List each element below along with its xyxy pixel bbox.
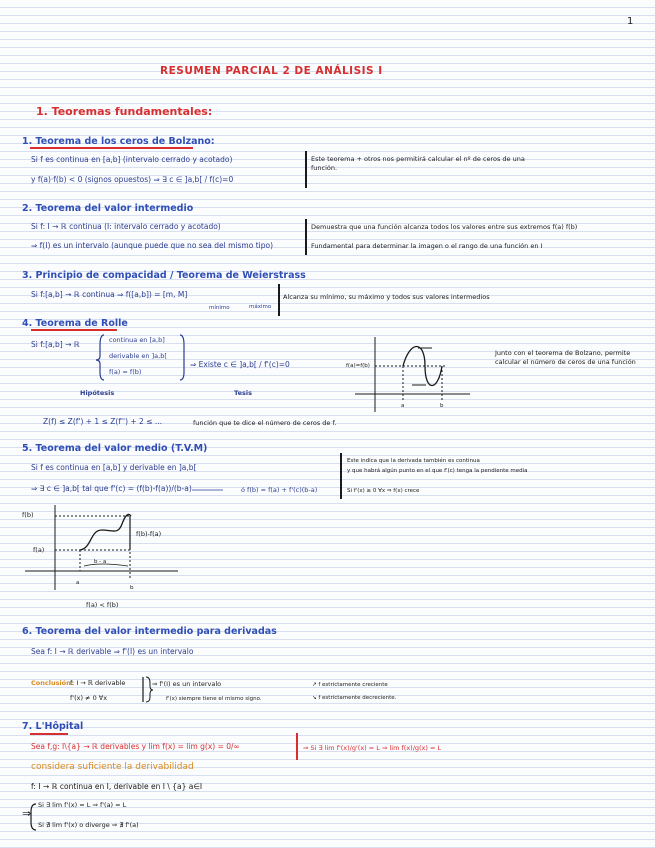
mvt-heading: 5. Teorema del valor medio (T.V.M) — [22, 443, 208, 454]
rolle-formula: Z(f) ≤ Z(f') + 1 ≤ Z(f'') + 2 ≤ ... — [43, 417, 163, 426]
bolzano-heading: 1. Teorema de los ceros de Bolzano: — [22, 136, 215, 147]
page-number: 1 — [627, 16, 634, 27]
rolle-graph-ylabel: f(a)=f(b) — [346, 363, 370, 369]
lhopital-warning: considera suficiente la derivabilidad — [31, 762, 194, 772]
compact-heading: 3. Principio de compacidad / Teorema de Weierstrass — [22, 270, 306, 281]
bolzano-line2: y f(a)·f(b) < 0 (signos opuestos) ⇒ ∃ c ∈ ]a,b[ / f(c)=0 — [31, 175, 234, 184]
rolle-right-brace — [180, 335, 184, 380]
page-title: RESUMEN PARCIAL 2 DE ANÁLISIS I — [160, 65, 383, 77]
darboux-r1: ⇒ f'(I) es un intervalo — [152, 680, 222, 688]
mvt-note1: Este indica que la derivada también es continua — [347, 458, 480, 464]
rolle-tesis-label: Tesis — [234, 389, 252, 397]
compact-note: Alcanza su mínimo, su máximo y todos sus valores intermedios — [283, 293, 490, 301]
mvt-graph-diff: f(b)-f(a) — [136, 530, 162, 538]
rolle-conclusion: ⇒ Existe c ∈ ]a,b[ / f'(c)=0 — [190, 360, 290, 369]
darboux-s1: ↗ f estrictamente creciente — [312, 682, 388, 688]
ivt-line2: ⇒ f(I) es un intervalo (aunque puede que no sea del mismo tipo) — [31, 241, 274, 250]
rolle-heading: 4. Teorema de Rolle — [22, 318, 128, 329]
mvt-graph-fa: f(a) — [33, 546, 45, 554]
darboux-s2: ↘ f estrictamente decreciente. — [312, 695, 397, 701]
darboux-line1: Sea f: I → ℝ derivable ⇒ f'(I) es un intervalo — [31, 647, 194, 656]
lhopital-bracket — [31, 804, 36, 830]
rolle-left-brace — [96, 335, 104, 380]
lhopital-bullet2: Si ∄ lim f'(x) o diverge ⇒ ∄ f'(a) — [38, 821, 139, 829]
darboux-c1: f: I → ℝ derivable — [70, 679, 126, 687]
rolle-graph-b: b — [440, 403, 444, 409]
lhopital-bullet1: Si ∃ lim f'(x) = L ⇒ f'(a) = L — [38, 801, 127, 809]
ivt-note2: Fundamental para determinar la imagen o el rango de una función en I — [311, 242, 543, 250]
darboux-heading: 6. Teorema del valor intermedio para derivadas — [22, 626, 277, 637]
section-heading: 1. Teoremas fundamentales: — [36, 105, 213, 118]
mvt-graph-a: a — [76, 580, 80, 586]
darboux-r2: f'(x) siempre tiene el mismo signo. — [166, 696, 262, 702]
mvt-graph-fb: f(b) — [22, 511, 34, 519]
mvt-line2: ⇒ ∃ c ∈ ]a,b[ tal que f'(c) = (f(b)-f(a))/(b-a) — [31, 484, 192, 493]
rolle-si: Si f:[a,b] → ℝ — [31, 340, 80, 349]
lhopital-line1b: ⇒ Si ∃ lim f'(x)/g'(x) = L ⇒ lim f(x)/g(x) = L — [303, 744, 442, 752]
ivt-note1: Demuestra que una función alcanza todos los valores entre sus extremos f(a) f(b) — [311, 223, 578, 231]
compact-min-label: mínimo — [209, 305, 230, 311]
darboux-brace — [146, 677, 153, 702]
rolle-graph-a: a — [401, 403, 405, 409]
rolle-graph — [355, 337, 470, 412]
compact-line1: Si f:[a,b] → ℝ continua ⇒ f([a,b]) = [m, M] — [31, 290, 188, 299]
compact-max-label: máximo — [249, 304, 272, 310]
mvt-curve — [80, 514, 131, 550]
mvt-graph-condition: f(a) < f(b) — [86, 601, 119, 609]
mvt-graph — [25, 505, 178, 590]
lhopital-line1: Sea f,g: I\{a} → ℝ derivables y lim f(x) = lim g(x) = 0/∞ — [31, 742, 240, 751]
bolzano-line1: Si f es continua en [a,b] (intervalo cerrado y acotado) — [31, 155, 233, 164]
darboux-c2: f'(x) ≠ 0 ∀x — [70, 694, 108, 702]
bolzano-note: Este teorema + otros nos permitirá calcular el nº de ceros de una función. — [311, 155, 525, 172]
lhopital-implies: ⇒ — [22, 807, 32, 820]
lhopital-heading: 7. L'Hôpital — [22, 721, 84, 732]
mvt-graph-b: b — [130, 585, 134, 591]
rolle-hyp1: continua en [a,b] — [109, 336, 165, 344]
darboux-conclusion-label: Conclusión: — [31, 679, 74, 687]
lhopital-line2: f: I → ℝ continua en I, derivable en I \ {a} a∈I — [31, 782, 203, 791]
rolle-hyp2: derivable en ]a,b[ — [109, 352, 167, 360]
mvt-bma-brace — [84, 564, 128, 566]
rolle-formula-note: función que te dice el número de ceros de f. — [193, 419, 337, 427]
rolle-hyp3: f(a) = f(b) — [109, 368, 142, 376]
mvt-note3: Si f'(x) ≥ 0 ∀x ⇒ f(x) crece — [347, 488, 420, 494]
rolle-hipotesis-label: Hipótesis — [80, 389, 115, 397]
mvt-line2b: ó f(b) = f(a) + f'(c)(b-a) — [241, 486, 318, 494]
mvt-line1: Si f es continua en [a,b] y derivable en ]a,b[ — [31, 463, 197, 472]
rolle-note: Junto con el teorema de Bolzano, permite calcular el número de ceros de una función — [495, 349, 636, 366]
mvt-graph-bma: b - a — [94, 559, 107, 565]
ivt-line1: Si f: I → ℝ continua (I: intervalo cerrado y acotado) — [31, 222, 221, 231]
mvt-note2: y que habrá algún punto en el que f'(c) tenga la pendiente media — [347, 468, 528, 474]
ivt-heading: 2. Teorema del valor intermedio — [22, 203, 194, 214]
